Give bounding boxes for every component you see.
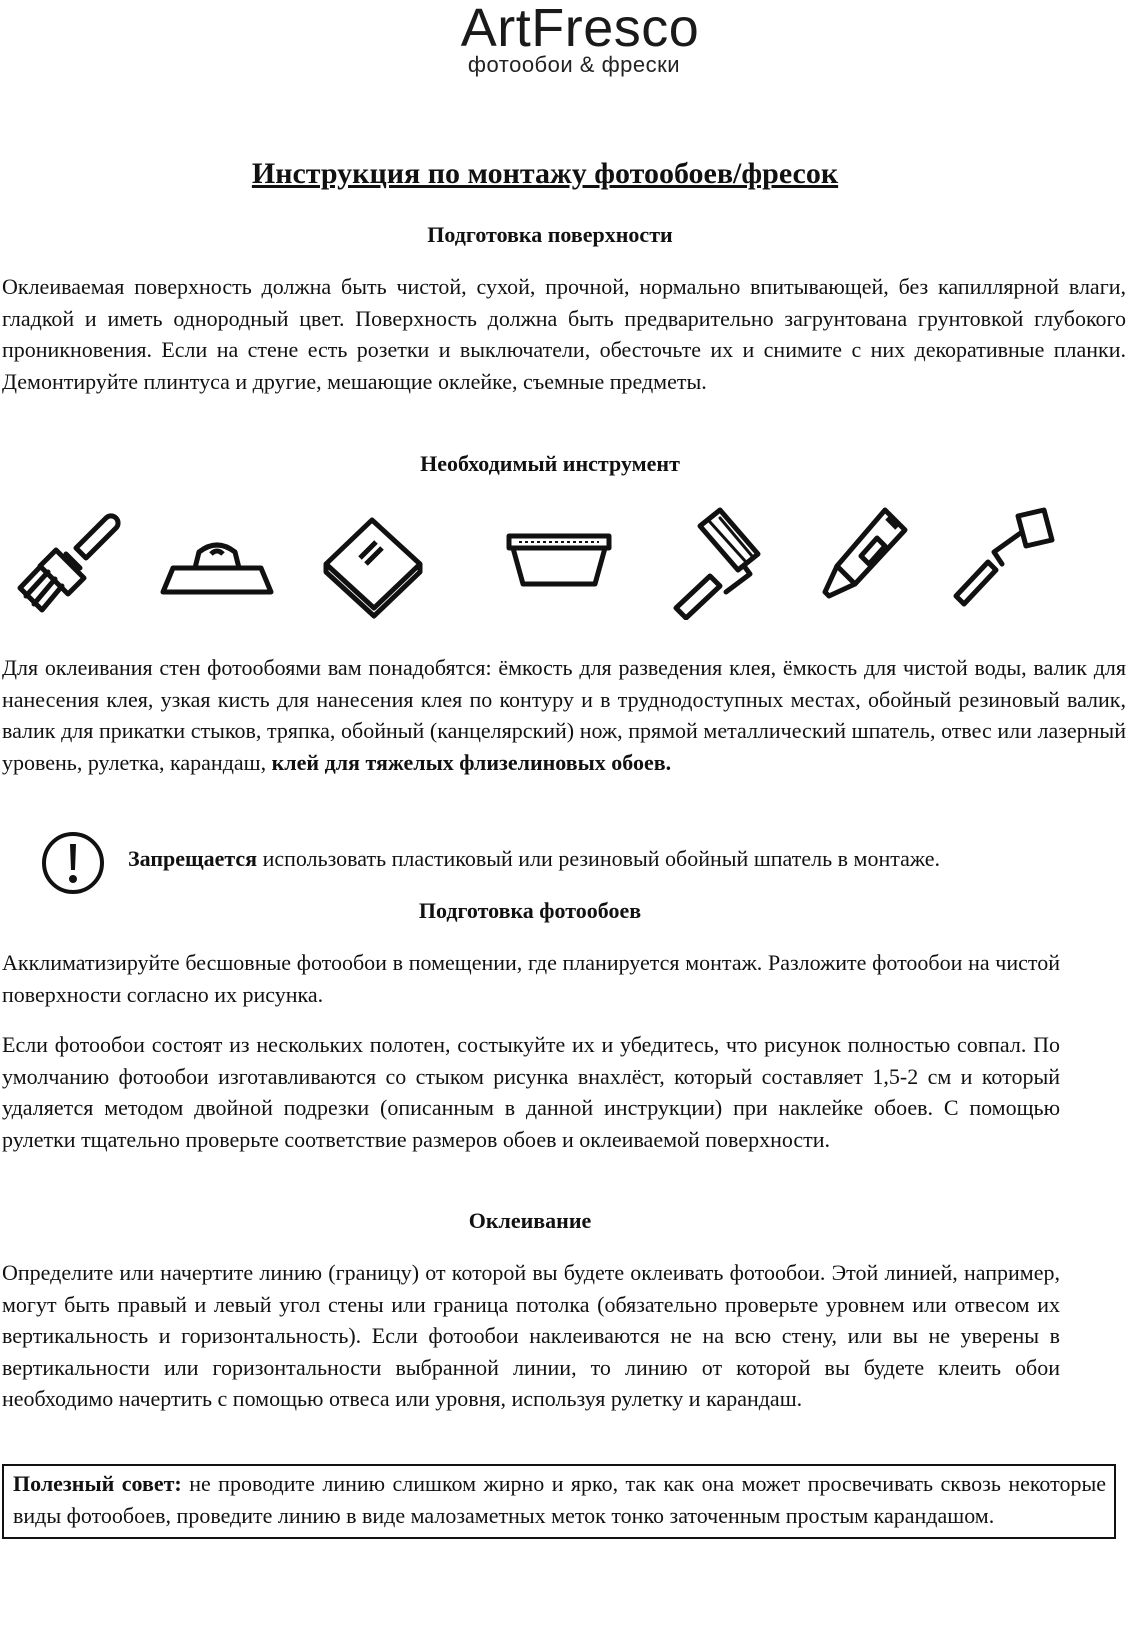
warning-block <box>40 830 1120 894</box>
section-text-prep-1: Акклиматизируйте бесшовные фотообои в помещении, где планируется монтаж. Разложите фотообои на чистой поверхности согласно их рисунка. <box>2 950 1060 1007</box>
logo-title <box>0 0 1128 56</box>
tray-icon <box>499 500 619 620</box>
tip-bold: Полезный совет: <box>13 1471 182 1496</box>
warning-bold: Запрещается <box>128 846 258 871</box>
section-heading-prep: Подготовка фотообоев <box>418 898 642 923</box>
tip-box <box>2 1464 1116 1539</box>
seam-roller-icon <box>948 500 1068 620</box>
logo <box>0 0 1128 78</box>
section-text-prep-2: Если фотообои состоят из нескольких полотен, состыкуйте их и убедитесь, что рисунок полностью совпал. По умолчанию фотообои изготавливаются со стыком рисунка внахлёст, который составляет 1,5-2 см и который удаляется методом двойной подрезки (описанным в данной инструкции) при наклейке обоев. С помощью рулетки тщательно проверьте соответствие размеров обоев и оклеиваемой поверхности. <box>2 1032 1060 1152</box>
logo-tagline: фотообои & фрески <box>467 52 681 77</box>
warning-rest: использовать пластиковый или резиновый обойный шпатель в монтаже. <box>257 846 941 871</box>
section-text-surface: Оклеиваемая поверхность должна быть чистой, сухой, прочной, нормально впитывающей, без капиллярной влаги, гладкой и иметь однородный цвет. Поверхность должна быть предварительно загрунтована грунтовкой глубокого проникновения. Если на стене есть розетки и выключатели, обесточьте их и снимите с них декоративные планки. Демонтируйте плинтуса и другие, мешающие оклейке, съемные предметы. <box>2 274 1126 394</box>
tools-text-bold: клей для тяжелых флизелиновых обоев. <box>271 749 672 775</box>
tools-icons <box>0 500 1128 620</box>
section-text-gluing: Определите или начертите линию (границу) от которой вы будете оклеивать фотообои. Этой линией, например, могут быть правый и левый угол стены или граница потолка (обязательно проверьте уровнем или отвесом их вертикальность и горизонтальность). Если фотообои наклеиваются не на всю стену, или вы не уверены в вертикальности или горизонтальности выбранной линии, то линию от которой вы будете клеить обои необходимо начертить с помощью отвеса или уровня, используя рулетку и карандаш. <box>2 1260 1060 1411</box>
utility-knife-icon <box>815 500 935 620</box>
spatula-icon <box>157 500 277 620</box>
logo-fresco: Fresco <box>531 0 700 58</box>
section-heading-surface: Подготовка поверхности <box>427 222 673 247</box>
tools-text: Для оклеивания стен фотообоями вам понадобятся: ёмкость для разведения клея, ёмкость для чистой воды, валик для нанесения клея, узкая кисть для нанесения клея по контуру и в труднодоступных местах, обойный резиновый валик, валик для прикатки стыков, тряпка, обойный (канцелярский) нож, прямой металлический шпатель, отвес или лазерный уровень, рулетка, карандаш, <box>2 655 1126 775</box>
paint-roller-icon <box>664 500 784 620</box>
tip-text: не проводите линию слишком жирно и ярко, так как она может просвечивать сквозь некоторые виды фотообоев, проведите линию в виде малозаметных меток тонко заточенным простым карандашом. <box>13 1471 1107 1528</box>
warning-icon <box>40 830 106 896</box>
section-heading-gluing: Оклеивание <box>468 1208 592 1233</box>
brush-icon <box>8 500 128 620</box>
logo-art: Art <box>460 0 532 58</box>
cloth-icon <box>314 500 434 620</box>
section-heading-tools: Необходимый инструмент <box>420 451 680 476</box>
page-title: Инструкция по монтажу фотообоев/фресок <box>251 157 839 190</box>
section-text-tools <box>2 652 1126 778</box>
warning-text <box>128 844 940 874</box>
